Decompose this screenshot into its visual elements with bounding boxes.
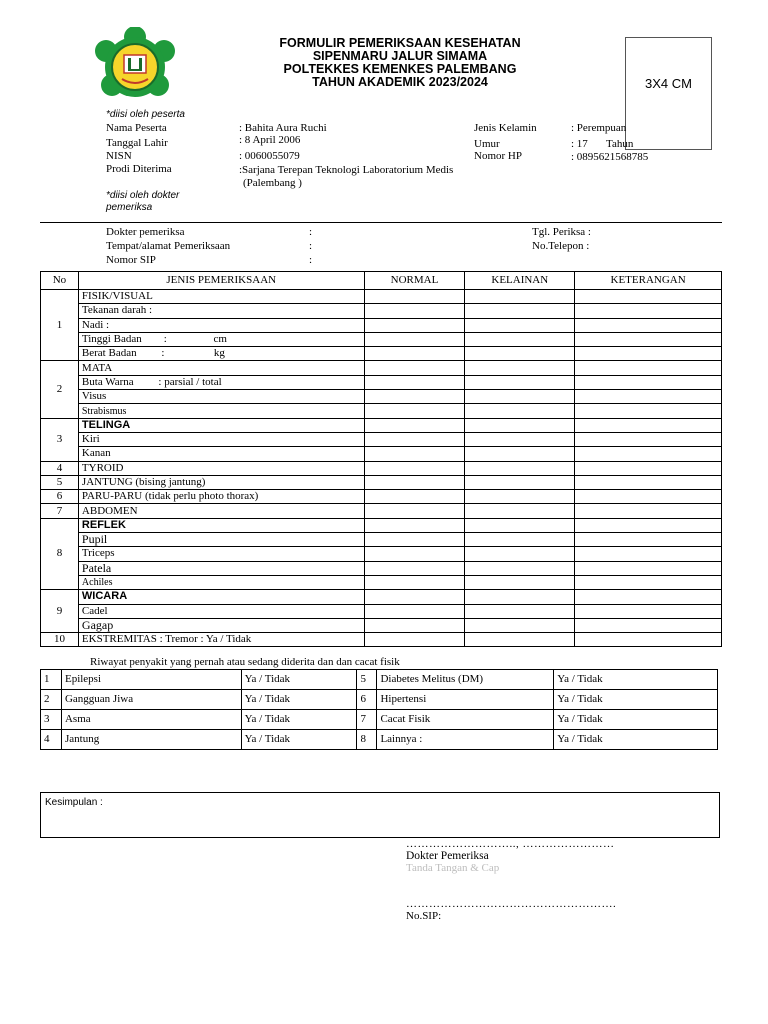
row-no: 4	[41, 461, 79, 475]
keterangan-cell[interactable]	[575, 432, 722, 446]
exam-item: EKSTREMITAS : Tremor : Ya / Tidak	[78, 633, 364, 647]
keterangan-cell[interactable]	[575, 561, 722, 575]
table-row	[41, 633, 722, 647]
normal-cell[interactable]	[364, 318, 465, 332]
prodi-value-1: :Sarjana Terepan Teknologi Laboratorium Medis	[239, 164, 454, 176]
table-row	[41, 447, 722, 461]
header-no: No	[41, 272, 79, 290]
dob-label: Tanggal Lahir	[106, 137, 168, 149]
table-row	[41, 730, 718, 750]
history-no: 6	[357, 690, 377, 710]
prodi-label: Prodi Diterima	[106, 163, 172, 175]
keterangan-cell[interactable]	[575, 504, 722, 518]
normal-cell[interactable]	[364, 432, 465, 446]
exam-item: Kiri	[78, 432, 364, 446]
table-row	[41, 604, 722, 618]
conclusion-label: Kesimpulan :	[45, 797, 103, 808]
age-value: : 17	[571, 138, 588, 150]
history-yes-no[interactable]: Ya / Tidak	[554, 670, 718, 690]
photo-label: 3X4 CM	[645, 76, 692, 91]
keterangan-cell[interactable]	[575, 361, 722, 375]
exam-item: TELINGA	[78, 418, 364, 432]
kelainan-cell[interactable]	[465, 504, 575, 518]
kelainan-cell[interactable]	[465, 490, 575, 504]
kelainan-cell[interactable]	[465, 533, 575, 547]
row-no: 5	[41, 475, 79, 489]
doctor-phone-label: No.Telepon :	[532, 240, 590, 252]
exam-item: Berat Badan : kg	[78, 347, 364, 361]
exam-date-label: Tgl. Periksa :	[532, 226, 591, 238]
history-item: Jantung	[61, 730, 241, 750]
kelainan-cell[interactable]	[465, 447, 575, 461]
kelainan-cell[interactable]	[465, 633, 575, 647]
row-no: 1	[41, 290, 79, 361]
keterangan-cell[interactable]	[575, 490, 722, 504]
history-item: Gangguan Jiwa	[61, 690, 241, 710]
photo-box	[625, 37, 712, 150]
normal-cell[interactable]	[364, 633, 465, 647]
form-title-line-2: SIPENMARU JALUR SIMAMA	[312, 49, 488, 63]
table-row	[41, 361, 722, 375]
kelainan-cell[interactable]	[465, 475, 575, 489]
row-no: 9	[41, 590, 79, 633]
exam-item: Patela	[78, 561, 364, 575]
keterangan-cell[interactable]	[575, 332, 722, 346]
history-item: Asma	[61, 710, 241, 730]
row-no: 7	[41, 504, 79, 518]
dob-value: : 8 April 2006	[239, 134, 301, 146]
kelainan-cell[interactable]	[465, 290, 575, 304]
table-row	[41, 504, 722, 518]
kelainan-cell[interactable]	[465, 461, 575, 475]
history-no: 4	[41, 730, 62, 750]
kelainan-cell[interactable]	[465, 604, 575, 618]
kelainan-cell[interactable]	[465, 518, 575, 532]
kelainan-cell[interactable]	[465, 432, 575, 446]
history-yes-no[interactable]: Ya / Tidak	[241, 670, 357, 690]
table-row	[41, 347, 722, 361]
normal-cell[interactable]	[364, 618, 465, 632]
history-yes-no[interactable]: Ya / Tidak	[554, 730, 718, 750]
history-title: Riwayat penyakit yang pernah atau sedang diderita dan dan cacat fisik	[90, 656, 400, 668]
kelainan-cell[interactable]	[465, 561, 575, 575]
keterangan-cell[interactable]	[575, 390, 722, 404]
form-title-line-4: TAHUN AKADEMIK 2023/2024	[312, 75, 488, 89]
history-yes-no[interactable]: Ya / Tidak	[241, 730, 357, 750]
exam-item: REFLEK	[78, 518, 364, 532]
kelainan-cell[interactable]	[465, 575, 575, 589]
exam-item: FISIK/VISUAL	[78, 290, 364, 304]
table-row	[41, 461, 722, 475]
table-row	[41, 561, 722, 575]
exam-item: PARU-PARU (tidak perlu photo thorax)	[78, 490, 364, 504]
normal-cell[interactable]	[364, 518, 465, 532]
normal-cell[interactable]	[364, 347, 465, 361]
name-value: : Bahita Aura Ruchi	[239, 122, 327, 134]
exam-item: Tinggi Badan : cm	[78, 332, 364, 346]
phone-value: : 0895621568785	[571, 151, 649, 163]
normal-cell[interactable]	[364, 575, 465, 589]
table-row	[41, 575, 722, 589]
table-row	[41, 710, 718, 730]
exam-item: Strabismus	[78, 404, 364, 418]
exam-item: Pupil	[78, 533, 364, 547]
exam-item: Nadi :	[78, 318, 364, 332]
history-yes-no[interactable]: Ya / Tidak	[554, 690, 718, 710]
exam-item: Kanan	[78, 447, 364, 461]
table-row	[41, 432, 722, 446]
table-row	[41, 547, 722, 561]
history-item: Hipertensi	[377, 690, 554, 710]
exam-item: WICARA	[78, 590, 364, 604]
exam-item: Gagap	[78, 618, 364, 632]
keterangan-cell[interactable]	[575, 604, 722, 618]
form-title-line-3: POLTEKKES KEMENKES PALEMBANG	[283, 62, 517, 76]
doctor-label: Dokter pemeriksa	[106, 226, 185, 238]
nisn-label: NISN	[106, 150, 132, 162]
keterangan-cell[interactable]	[575, 304, 722, 318]
kelainan-cell[interactable]	[465, 318, 575, 332]
doctor-note-1: *diisi oleh dokter	[106, 190, 180, 201]
prodi-value-2: (Palembang )	[243, 177, 302, 189]
gender-label: Jenis Kelamin	[474, 122, 537, 134]
sip-colon: :	[309, 254, 313, 266]
table-row	[41, 390, 722, 404]
header-keterangan: KETERANGAN	[575, 272, 722, 290]
gender-value: : Perempuan	[571, 122, 627, 134]
keterangan-cell[interactable]	[575, 418, 722, 432]
history-table	[40, 669, 718, 750]
normal-cell[interactable]	[364, 290, 465, 304]
history-item: Epilepsi	[61, 670, 241, 690]
keterangan-cell[interactable]	[575, 475, 722, 489]
normal-cell[interactable]	[364, 604, 465, 618]
doctor-colon: :	[309, 226, 313, 238]
table-row	[41, 533, 722, 547]
sip-label: Nomor SIP	[106, 254, 156, 266]
table-row	[41, 618, 722, 632]
place-date-line: ……………………….., ……………………	[406, 838, 615, 850]
table-row	[41, 332, 722, 346]
table-row	[41, 670, 718, 690]
table-row	[41, 490, 722, 504]
header-jenis: JENIS PEMERIKSAAN	[78, 272, 364, 290]
normal-cell[interactable]	[364, 361, 465, 375]
keterangan-cell[interactable]	[575, 633, 722, 647]
table-row	[41, 418, 722, 432]
exam-item: ABDOMEN	[78, 504, 364, 518]
phone-label: Nomor HP	[474, 150, 522, 162]
doctor-signature-label: Dokter Pemeriksa	[406, 850, 489, 862]
keterangan-cell[interactable]	[575, 318, 722, 332]
normal-cell[interactable]	[364, 332, 465, 346]
keterangan-cell[interactable]	[575, 547, 722, 561]
exam-table	[40, 271, 722, 647]
history-no: 5	[357, 670, 377, 690]
history-item: Cacat Fisik	[377, 710, 554, 730]
exam-item: MATA	[78, 361, 364, 375]
table-row	[41, 290, 722, 304]
normal-cell[interactable]	[364, 375, 465, 389]
row-no: 8	[41, 518, 79, 589]
history-no: 1	[41, 670, 62, 690]
keterangan-cell[interactable]	[575, 618, 722, 632]
signature-hint: Tanda Tangan & Cap	[406, 862, 500, 874]
kelainan-cell[interactable]	[465, 404, 575, 418]
divider	[40, 222, 722, 223]
doctor-sip-label: No.SIP:	[406, 910, 442, 922]
keterangan-cell[interactable]	[575, 590, 722, 604]
header-kelainan: KELAINAN	[465, 272, 575, 290]
exam-item: Buta Warna : parsial / total	[78, 375, 364, 389]
normal-cell[interactable]	[364, 533, 465, 547]
normal-cell[interactable]	[364, 590, 465, 604]
keterangan-cell[interactable]	[575, 375, 722, 389]
keterangan-cell[interactable]	[575, 404, 722, 418]
normal-cell[interactable]	[364, 461, 465, 475]
keterangan-cell[interactable]	[575, 290, 722, 304]
row-no: 10	[41, 633, 79, 647]
history-yes-no[interactable]: Ya / Tidak	[241, 710, 357, 730]
form-title-line-1: FORMULIR PEMERIKSAAN KESEHATAN	[279, 36, 521, 50]
exam-item: Tekanan darah :	[78, 304, 364, 318]
history-yes-no[interactable]: Ya / Tidak	[554, 710, 718, 730]
age-unit: Tahun	[606, 138, 634, 150]
nisn-value: : 0060055079	[239, 150, 300, 162]
normal-cell[interactable]	[364, 547, 465, 561]
kelainan-cell[interactable]	[465, 304, 575, 318]
kelainan-cell[interactable]	[465, 347, 575, 361]
table-row	[41, 318, 722, 332]
conclusion-box[interactable]	[40, 792, 720, 838]
kelainan-cell[interactable]	[465, 390, 575, 404]
header-normal: NORMAL	[364, 272, 465, 290]
table-row	[41, 690, 718, 710]
history-no: 7	[357, 710, 377, 730]
kelainan-cell[interactable]	[465, 618, 575, 632]
normal-cell[interactable]	[364, 418, 465, 432]
keterangan-cell[interactable]	[575, 461, 722, 475]
row-no: 3	[41, 418, 79, 461]
kelainan-cell[interactable]	[465, 361, 575, 375]
exam-item: TYROID	[78, 461, 364, 475]
kelainan-cell[interactable]	[465, 418, 575, 432]
keterangan-cell[interactable]	[575, 347, 722, 361]
keterangan-cell[interactable]	[575, 518, 722, 532]
normal-cell[interactable]	[364, 390, 465, 404]
history-no: 3	[41, 710, 62, 730]
table-row	[41, 404, 722, 418]
name-label: Nama Peserta	[106, 122, 167, 134]
history-no: 8	[357, 730, 377, 750]
normal-cell[interactable]	[364, 304, 465, 318]
history-no: 2	[41, 690, 62, 710]
kelainan-cell[interactable]	[465, 375, 575, 389]
keterangan-cell[interactable]	[575, 533, 722, 547]
normal-cell[interactable]	[364, 561, 465, 575]
history-yes-no[interactable]: Ya / Tidak	[241, 690, 357, 710]
normal-cell[interactable]	[364, 490, 465, 504]
row-no: 2	[41, 361, 79, 418]
place-label: Tempat/alamat Pemeriksaan	[106, 240, 231, 252]
history-item: Diabetes Melitus (DM)	[377, 670, 554, 690]
kelainan-cell[interactable]	[465, 547, 575, 561]
table-row	[41, 475, 722, 489]
keterangan-cell[interactable]	[575, 447, 722, 461]
place-colon: :	[309, 240, 313, 252]
row-no: 6	[41, 490, 79, 504]
doctor-note-2: pemeriksa	[106, 202, 153, 213]
participant-note: *diisi oleh peserta	[106, 109, 185, 120]
exam-item: Achiles	[78, 575, 364, 589]
kelainan-cell[interactable]	[465, 332, 575, 346]
exam-item: JANTUNG (bising jantung)	[78, 475, 364, 489]
exam-item: Cadel	[78, 604, 364, 618]
table-row	[41, 304, 722, 318]
normal-cell[interactable]	[364, 404, 465, 418]
exam-item: Triceps	[78, 547, 364, 561]
exam-item: Visus	[78, 390, 364, 404]
table-row	[41, 375, 722, 389]
age-label: Umur	[474, 138, 500, 150]
kelainan-cell[interactable]	[465, 590, 575, 604]
normal-cell[interactable]	[364, 447, 465, 461]
table-row	[41, 590, 722, 604]
signature-line: ……………………………………………….	[406, 898, 617, 910]
normal-cell[interactable]	[364, 475, 465, 489]
table-row	[41, 518, 722, 532]
history-item: Lainnya :	[377, 730, 554, 750]
exam-table-header	[41, 272, 722, 290]
keterangan-cell[interactable]	[575, 575, 722, 589]
normal-cell[interactable]	[364, 504, 465, 518]
